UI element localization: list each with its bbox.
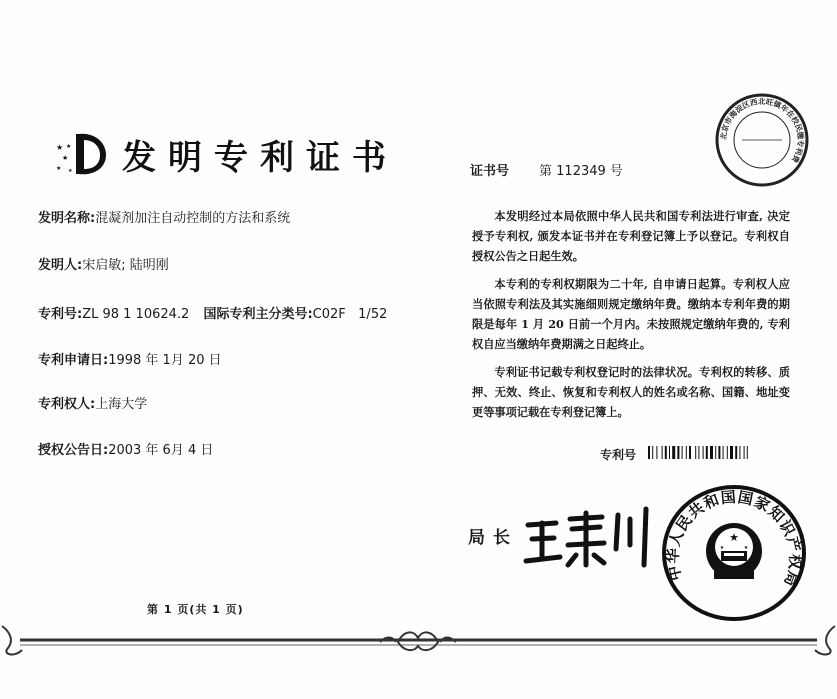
- patent-number-field: [38, 303, 387, 322]
- svg-text:★: ★: [62, 154, 69, 162]
- barcode-bar: [672, 446, 675, 459]
- svg-text:★: ★: [729, 531, 739, 544]
- svg-text:★: ★: [719, 545, 725, 551]
- patent-barcode: [648, 446, 782, 459]
- barcode-bar: [698, 446, 699, 459]
- certificate-number: [470, 160, 623, 179]
- ornamental-border: [0, 618, 837, 658]
- large-seal-text: 中华人民共和国国家知识产权局: [663, 487, 805, 590]
- barcode-bar: [744, 446, 745, 459]
- barcode-bar: [652, 446, 653, 459]
- invention-name-value: 混凝剂加注自动控制的方法和系统: [95, 211, 291, 226]
- patent-owner-label: 专利权人:: [38, 397, 96, 412]
- barcode-bar: [706, 446, 708, 459]
- barcode-bar: [723, 446, 724, 459]
- small-seal-text: 北京市海淀区西北旺镇年在校民缴专利费: [718, 96, 806, 165]
- barcode-bar: [718, 446, 720, 459]
- svg-text:★: ★: [56, 165, 62, 172]
- body-paragraph: 专利证书记载专利权登记时的法律状况。专利权的转移、质押、无效、终止、恢复和专利权人的姓名或名称、国籍、地址变更等事项记载在专利登记簿上。: [472, 365, 790, 419]
- barcode-bar: [703, 446, 704, 459]
- intl-class-label: 国际专利主分类号:: [203, 307, 313, 322]
- certificate-title: 发明专利证书: [122, 137, 398, 178]
- filing-date-label: 专利申请日:: [38, 353, 109, 368]
- barcode-bar: [662, 446, 663, 459]
- registration-seal-icon: [714, 92, 810, 188]
- national-ip-office-seal-icon: [660, 483, 808, 623]
- filing-date-value: 1998 年 1月 20 日: [108, 353, 222, 368]
- barcode-bar: [727, 446, 728, 459]
- patent-owner-field: [38, 393, 147, 412]
- svg-text:★: ★: [68, 168, 73, 174]
- certificate-body: [472, 206, 790, 430]
- certificate-number-label: 证书号: [470, 164, 510, 179]
- certificate-number-value: 第 112349 号: [539, 164, 623, 179]
- barcode-bar: [739, 446, 740, 459]
- barcode-bar: [715, 446, 716, 459]
- invention-name-field: [38, 207, 290, 226]
- signature-text: 王景川: [522, 505, 525, 506]
- grant-date-label: 授权公告日:: [38, 443, 109, 458]
- barcode-bar: [682, 446, 683, 459]
- barcode-bar: [686, 446, 687, 459]
- national-emblem-icon: [706, 523, 762, 579]
- barcode-bar: [677, 446, 679, 459]
- patent-number-label: 专利号:: [38, 307, 83, 322]
- certificate-header: [54, 128, 398, 180]
- barcode-bar: [730, 446, 733, 459]
- barcode-label: 专利号: [600, 448, 637, 462]
- barcode-bar: [689, 446, 691, 459]
- barcode-bar: [695, 446, 696, 459]
- body-paragraph: 本发明经过本局依照中华人民共和国专利法进行审查, 决定授予专利权, 颁发本证书并在专利登记簿上予以登记。专利权自授权公告之日起生效。: [472, 209, 790, 263]
- grant-date-field: [38, 439, 213, 458]
- inventor-label: 发明人:: [38, 258, 83, 273]
- director-label: 局长: [468, 528, 518, 548]
- invention-name-label: 发明名称:: [38, 211, 96, 226]
- inventor-field: [38, 254, 169, 273]
- director-signature: [522, 505, 654, 571]
- barcode-bar: [710, 446, 713, 459]
- svg-text:★: ★: [56, 143, 64, 152]
- barcode-bar: [735, 446, 737, 459]
- svg-text:★: ★: [743, 545, 749, 551]
- intl-class-value: C02F 1/52: [312, 307, 388, 322]
- body-paragraph: 本专利的专利权期限为二十年, 自申请日起算。专利权人应当依照专利法及其实施细则规定缴纳年费。缴纳本专利年费的期限是每年 1 月 20 日前一个月内。未按照规定缴纳年费的, 专利权自应当缴纳年费期满之日起终止。: [472, 277, 790, 351]
- inventor-value: 宋启敏; 陆明刚: [82, 258, 169, 273]
- patent-owner-value: 上海大学: [95, 397, 148, 412]
- svg-text:★: ★: [66, 143, 72, 150]
- filing-date-field: [38, 349, 222, 368]
- patent-number-value: ZL 98 1 10624.2: [82, 307, 190, 322]
- barcode-bar: [669, 446, 670, 459]
- patent-office-logo-icon: [54, 128, 112, 180]
- grant-date-value: 2003 年 6月 4 日: [108, 443, 214, 458]
- page-number: 第 1 页(共 1 页): [147, 603, 244, 616]
- barcode-bar: [747, 446, 748, 459]
- barcode-bar: [648, 446, 650, 459]
- barcode-bar: [656, 446, 657, 459]
- barcode-bar: [665, 446, 667, 459]
